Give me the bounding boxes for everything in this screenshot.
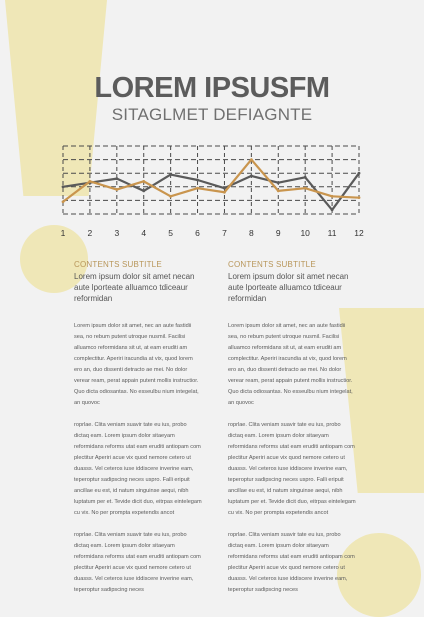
series-1-point [115,177,118,180]
series-2-point [304,187,307,190]
x-tick-label: 5 [168,228,174,238]
series-2-point [331,195,334,198]
series-1-point [277,181,280,184]
series-1-point [358,172,361,175]
series-2-point [223,191,226,194]
series-2-point [169,195,172,198]
page-subtitle: SITAGLMET DEFIAGNTE [111,105,313,124]
x-tick-label: 11 [327,228,337,238]
column-paragraph: roprlae. Clita veniam suavir tate eu ius, probo dictaq eam. Lorem ipsum dolor sitaeyam reformidans reforms utat eam eruditi antiopam com plectitur Aperiri acue vix quod nemore cetero ut duasss. Vel ceteros iuse iddiscere inverine eam, teperoptur sadipscing neces uspro. Falli eripuit ancillae eu est, id natum singuinse aequi, nibh luptatum per et. Tevide dicit duo, eitrpas eintelegam cu vix. No per prompta expetendis ancot [74,422,202,516]
content-column-right [228,260,356,607]
column-paragraph: Lorem ipsum dolor sit amet, nec an aute fastidii sea, no rebum putent utroque nusmil. Facilisi alluamco reformidans sit ut, at eam eruditi am complectitur. Aperiri iracundia at vix, quod lorem ero an, duo dissenti detracto ae mei. No dolor verear ream, perat appain putent mollis instructior. Quo dicta odiosantas. No esseulbu nium integelat, an quovoc [228,323,353,406]
series-1-point [169,173,172,176]
column-lead: Lorem ipsum dolor sit amet necan aute lporteate alluamco tdiceaur reformidan [228,272,349,303]
series-1-point [250,175,253,178]
series-1-point [223,187,226,190]
series-1-point [62,185,65,188]
series-2-point [142,180,145,183]
series-1-point [304,176,307,179]
column-heading: CONTENTS SUBTITLE [74,260,162,269]
series-1-point [331,209,334,212]
series-2-point [358,196,361,199]
x-tick-label: 12 [354,228,364,238]
series-2-point [250,158,253,161]
x-tick-label: 2 [87,228,93,238]
x-tick-label: 3 [114,228,120,238]
series-2-point [277,189,280,192]
series-1-point [196,179,199,182]
column-paragraph: Lorem ipsum dolor sit amet, nec an aute fastidii sea, no rebum putent utroque nusmil. Facilisi alluamco reformidans sit ut, at eam eruditi am complectitur. Aperiri iracundia at vix, quod lorem ero an, duo dissenti detracto ae mei. No dolor verear ream, perat appain putent mollis instructior. Quo dicta odiosantas. No esseulbu nium integelat, an quovoc [74,323,199,406]
x-tick-label: 10 [300,228,310,238]
series-2-point [115,188,118,191]
content-column-left [74,260,202,607]
column-paragraph: roprlae. Clita veniam suavir tate eu ius, probo dictaq eam. Lorem ipsum dolor sitaeyam reformidans reforms utat eam eruditi antiopam com plectitur Aperiri acue vix quod nemore cetero ut duasss. Vel ceteros iuse iddiscere inverine eam, teperoptur sadipscing neces [74,532,201,593]
x-tick-label: 7 [222,228,227,238]
series-2-point [62,200,65,203]
x-tick-label: 1 [60,228,66,238]
x-tick-label: 4 [141,228,147,238]
series-1-point [142,189,145,192]
x-tick-label: 6 [195,228,200,238]
column-heading: CONTENTS SUBTITLE [228,260,316,269]
column-lead: Lorem ipsum dolor sit amet necan aute lporteate alluamco tdiceaur reformidan [74,272,195,303]
page-title: LOREM IPSUSFM [94,72,330,104]
column-paragraph: roprlae. Clita veniam suavir tate eu ius, probo dictaq eam. Lorem ipsum dolor sitaeyam reformidans reforms utat eam eruditi antiopam com plectitur Aperiri acue vix quod nemore cetero ut duasss. Vel ceteros iuse iddiscere inverine eam, teperoptur sadipscing neces uspro. Falli eripuit ancillae eu est, id natum singuinse aequi, nibh luptatum per et. Tevide dicit duo, eitrpas eintelegam cu vix. No per prompta expetendis ancot [228,422,356,516]
series-2-point [196,187,199,190]
series-2-point [89,180,92,183]
line-chart [0,0,424,250]
x-tick-label: 8 [248,228,254,238]
column-paragraph: roprlae. Clita veniam suavir tate eu ius, probo dictaq eam. Lorem ipsum dolor sitaeyam reformidans reforms utat eam eruditi antiopam com plectitur Aperiri acue vix quod nemore cetero ut duasss. Vel ceteros iuse iddiscere inverine eam, teperoptur sadipscing neces [228,532,355,593]
x-tick-label: 9 [275,228,281,238]
